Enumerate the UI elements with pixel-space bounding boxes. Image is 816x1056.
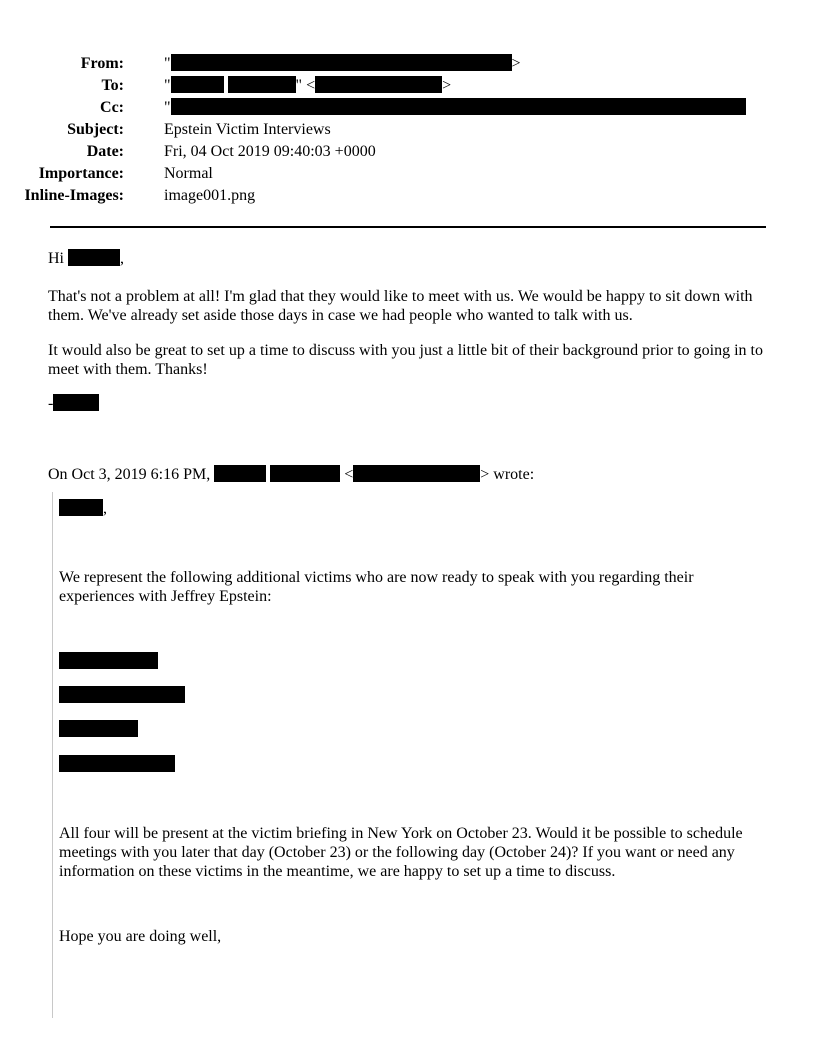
reply-paragraph-2: It would also be great to set up a time to discuss with you just a little bit of their background prior to going in to meet with them. Thanks! (48, 342, 763, 378)
inline-images-value: image001.png (164, 187, 256, 204)
importance-label: Importance: (38, 165, 124, 182)
redaction-block (270, 465, 340, 482)
victim-list-item (59, 686, 759, 705)
redaction-block (53, 394, 99, 411)
redaction-block (68, 249, 120, 266)
inline-images-label: Inline-Images: (24, 187, 124, 204)
quoted-salutation: , (59, 499, 759, 518)
quoted-closing: Hope you are doing well, (59, 928, 222, 945)
redaction-block (171, 98, 746, 115)
subject-value: Epstein Victim Interviews (164, 121, 331, 138)
redaction-block (59, 720, 138, 737)
redaction-block (59, 499, 103, 516)
redaction-block (171, 76, 224, 93)
victim-list-item (59, 720, 759, 739)
reply-signoff: - (48, 394, 768, 413)
from-value: " > (164, 55, 521, 72)
redaction-block (59, 652, 158, 669)
reply-paragraph-1: That's not a problem at all! I'm glad that they would like to meet with us. We would be happy to sit down with them. We've already set aside those days in case we had people who wanted to talk with us. (48, 288, 753, 324)
cc-value: " (164, 98, 746, 117)
quote-attribution: On Oct 3, 2019 6:16 PM, < > wrote: (48, 466, 535, 483)
subject-label: Subject: (67, 121, 124, 138)
redaction-block (171, 54, 512, 71)
quote-bar (52, 492, 53, 1018)
victim-list-item (59, 652, 759, 671)
date-label: Date: (86, 143, 124, 160)
to-label: To: (101, 77, 124, 94)
redaction-block (214, 465, 266, 482)
victim-list-item (59, 755, 759, 774)
reply-greeting: Hi , (48, 250, 124, 267)
redaction-block (228, 76, 296, 93)
redaction-block (353, 465, 480, 482)
header-divider (50, 226, 766, 228)
quoted-paragraph-1: We represent the following additional victims who are now ready to speak with you regarding their experiences with Jeffrey Epstein: (59, 569, 694, 605)
redaction-block (59, 755, 175, 772)
quoted-paragraph-2: All four will be present at the victim briefing in New York on October 23. Would it be possible to schedule meetings with you later that day (October 23) or the following day (October 24)? If you want or need any information on these victims in the meantime, we are happy to set up a time to discuss. (59, 825, 743, 880)
to-value: " " < > (164, 77, 452, 94)
importance-value: Normal (164, 165, 213, 182)
from-label: From: (80, 55, 124, 72)
cc-label: Cc: (100, 99, 124, 116)
redaction-block (315, 76, 442, 93)
date-value: Fri, 04 Oct 2019 09:40:03 +0000 (164, 143, 376, 160)
redaction-block (59, 686, 185, 703)
